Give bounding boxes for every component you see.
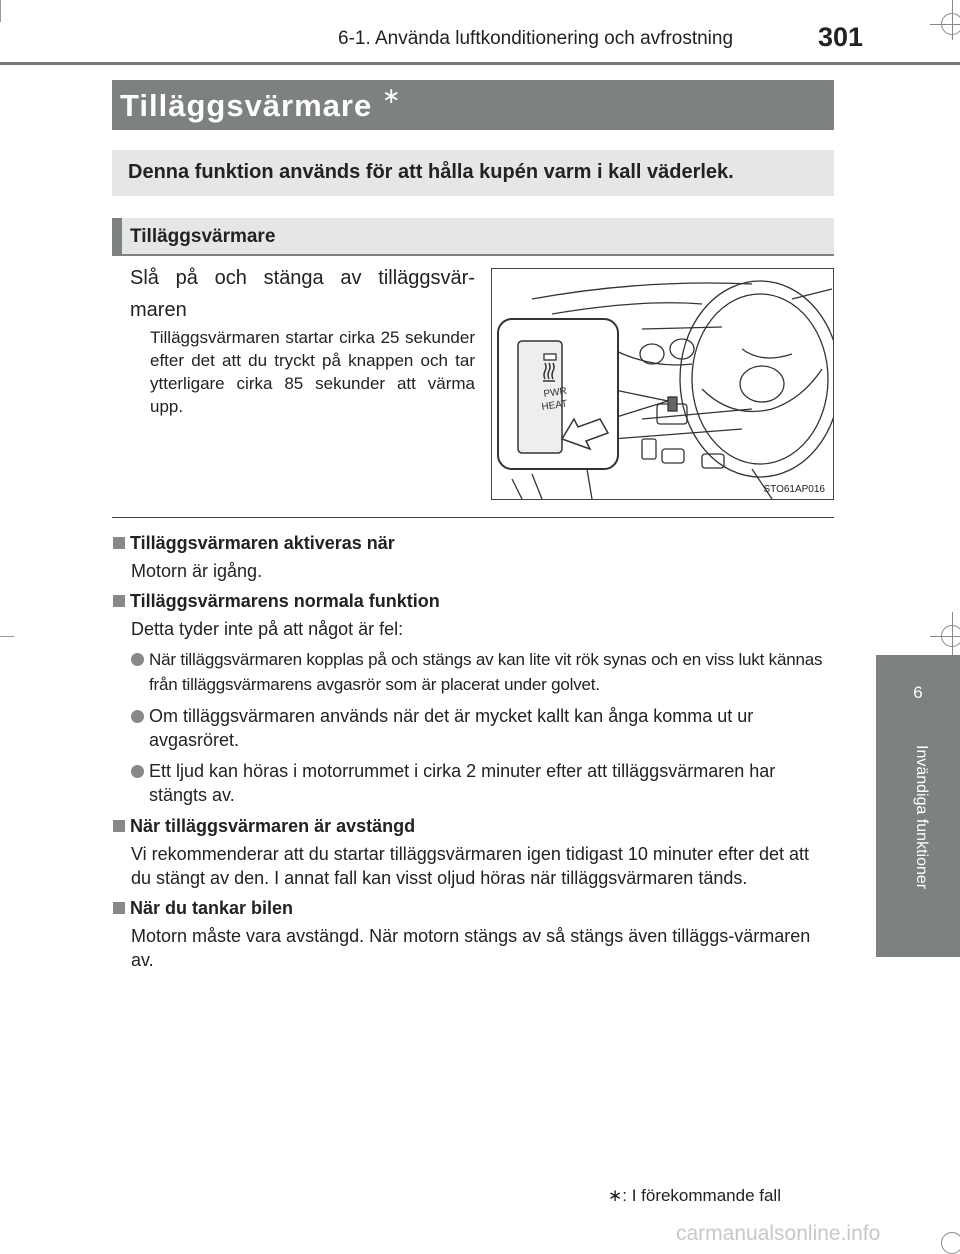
chapter-label: Invändiga funktioner xyxy=(913,745,930,890)
page-number: 301 xyxy=(818,22,864,52)
list-item: Ett ljud kan höras i motorrummet i cirka 2 minuter efter att tilläggsvärmaren har stängts av. xyxy=(112,759,834,807)
section-header: 6-1. Använda luftkonditionering och avfrostning xyxy=(338,28,734,49)
circle-bullet-icon xyxy=(131,765,144,778)
list-item: När tilläggsvärmaren kopplas på och stängs av kan lite vit rök synas och en viss lukt kännas från tilläggsvärmarens avgasrör som är placerat under golvet. xyxy=(112,647,834,697)
square-bullet-icon xyxy=(113,537,125,549)
note-body: Vi rekommenderar att du startar tilläggsvärmaren igen tidigast 10 minuter efter det att du stängt av den. I annat fall kan visst oljud höras när tilläggsvärmaren tänds. xyxy=(131,844,809,888)
note-heading: När du tankar bilen xyxy=(112,896,834,920)
footnote: ∗: I förekommande fall xyxy=(608,1186,781,1205)
button-label-line2: HEAT xyxy=(540,398,569,413)
note-heading: Tilläggsvärmarens normala funktion xyxy=(112,589,834,613)
step-description: Tilläggsvärmaren startar cirka 25 sekunder efter det att du tryckt på knappen och tar ytterligare cirka 85 sekunder att värma upp. xyxy=(150,328,475,416)
crop-mark-top-left xyxy=(0,0,1,22)
square-bullet-icon xyxy=(113,820,125,832)
watermark: carmanualsonline.info xyxy=(676,1222,881,1245)
crop-mark-left-mid xyxy=(0,636,14,637)
note-body: Detta tyder inte på att något är fel: xyxy=(131,619,404,639)
square-bullet-icon xyxy=(113,595,125,607)
steering-wheel xyxy=(680,281,834,477)
button-label-line1: PWR xyxy=(542,385,568,400)
note-heading: När tilläggsvärmaren är avstängd xyxy=(112,814,834,838)
step-title: Slå på och stänga av tilläggsvär-maren xyxy=(130,267,475,321)
chapter-number: 6 xyxy=(913,683,923,702)
circle-bullet-icon xyxy=(131,710,144,723)
registration-mark-bottom-right xyxy=(941,1232,960,1254)
dashboard-drawing xyxy=(492,269,834,500)
list-item: Om tilläggsvärmaren används när det är mycket kallt kan ånga komma ut ur avgasröret. xyxy=(112,704,834,752)
page-title-bar xyxy=(112,80,834,130)
dashboard-illustration xyxy=(491,268,834,500)
notes-section xyxy=(112,527,834,978)
registration-line xyxy=(930,24,960,25)
illustration-code: STO61AP016 xyxy=(763,484,825,495)
note-heading: Tilläggsvärmaren aktiveras när xyxy=(112,531,834,555)
note-body: Motorn är igång. xyxy=(131,561,263,581)
subheading-bar xyxy=(112,218,834,256)
asterisk-marker: ∗ xyxy=(382,83,401,108)
registration-line xyxy=(952,0,953,40)
note-body: Motorn måste vara avstängd. När motorn stängs av så stängs även tilläggs-värmaren av. xyxy=(131,926,811,970)
chapter-tab[interactable] xyxy=(876,655,960,957)
section-divider xyxy=(112,517,834,518)
intro-text: Denna funktion används för att hålla kupén varm i kall väderlek. xyxy=(128,161,734,183)
subheading-text: Tilläggsvärmare xyxy=(130,226,276,247)
square-bullet-icon xyxy=(113,902,125,914)
circle-bullet-icon xyxy=(131,653,144,666)
header-rule xyxy=(0,62,960,65)
registration-line xyxy=(930,636,960,637)
page-title: Tilläggsvärmare xyxy=(120,88,373,123)
intro-box xyxy=(112,150,834,196)
registration-line xyxy=(952,612,953,660)
